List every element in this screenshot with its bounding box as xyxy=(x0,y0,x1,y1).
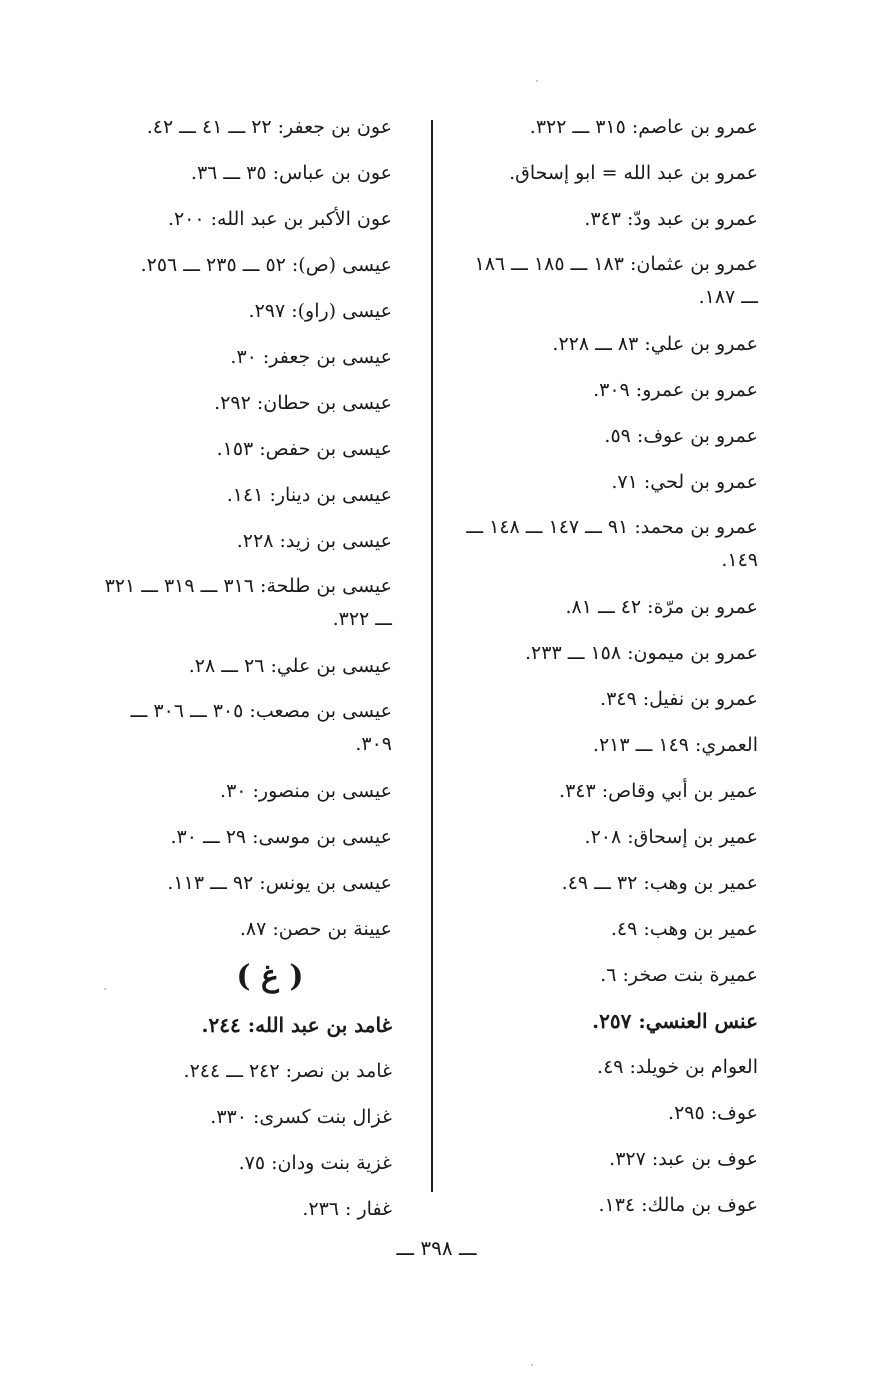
page-number: ـــ ٣٩٨ ـــ xyxy=(396,1236,477,1260)
index-entry: عمير بن وهب: ٤٩. xyxy=(610,918,758,940)
index-entry: غفار : ٢٣٦. xyxy=(302,1198,392,1220)
index-column-right xyxy=(452,104,758,1228)
index-entry: عيسى بن موسى: ٢٩ ـــ ٣٠. xyxy=(170,826,392,848)
index-entry: عمرو بن عاصم: ٣١٥ ـــ ٣٢٢. xyxy=(529,116,758,138)
index-entry: عمرو بن عثمان: ١٨٣ ـــ ١٨٥ ـــ ١٨٦ ـــ ١٨٧. xyxy=(474,253,758,308)
scan-speck xyxy=(531,1364,533,1366)
index-entry: عمرو بن عبد الله = ابو إسحاق. xyxy=(509,162,758,184)
index-entry: عون بن عباس: ٣٥ ـــ ٣٦. xyxy=(190,162,392,184)
index-entry: عوف بن مالك: ١٣٤. xyxy=(598,1194,758,1216)
index-entry: عيسى بن جعفر: ٣٠. xyxy=(230,346,392,368)
index-entry: عمرو بن ميمون: ١٥٨ ـــ ٢٣٣. xyxy=(525,642,758,664)
index-entry: العوام بن خويلد: ٤٩. xyxy=(597,1056,758,1078)
index-entry: العمري: ١٤٩ ـــ ٢١٣. xyxy=(592,734,758,756)
index-entry: عيسى بن منصور: ٣٠. xyxy=(220,780,392,802)
index-entry: عوف بن عبد: ٣٢٧. xyxy=(609,1148,758,1170)
index-entry: غامد بن نصر: ٢٤٢ ـــ ٢٤٤. xyxy=(183,1060,392,1082)
index-entry: عيسى (راو): ٢٩٧. xyxy=(248,300,392,322)
index-entry: عيسى بن حطان: ٢٩٢. xyxy=(214,392,392,414)
index-entry: عيسى بن طلحة: ٣١٦ ـــ ٣١٩ ـــ ٣٢١ ـــ ٣٢٢. xyxy=(104,575,392,630)
index-entry: عمرو بن عبد ودّ: ٣٤٣. xyxy=(584,208,758,230)
index-entry: عمير بن وهب: ٣٢ ـــ ٤٩. xyxy=(561,872,758,894)
index-entry: عيسى بن يونس: ٩٢ ـــ ١١٣. xyxy=(167,872,392,894)
index-column-left xyxy=(88,104,392,1232)
index-entry: غزال بنت كسرى: ٣٣٠. xyxy=(210,1106,392,1128)
index-entry: عيسى بن مصعب: ٣٠٥ ـــ ٣٠٦ ـــ ٣٠٩. xyxy=(130,700,392,755)
index-entry-bold: عنس العنسي: ٢٥٧. xyxy=(592,1009,758,1033)
index-entry: عيسى بن حفص: ١٥٣. xyxy=(216,438,392,460)
index-entry: عوف: ٢٩٥. xyxy=(668,1102,758,1124)
index-entry: عون بن جعفر: ٢٢ ـــ ٤١ ـــ ٤٢. xyxy=(146,116,392,138)
index-entry: عمرو بن محمد: ٩١ ـــ ١٤٧ ـــ ١٤٨ ـــ ١٤٩. xyxy=(466,516,758,571)
index-entry: عمرو بن نفيل: ٣٤٩. xyxy=(600,688,758,710)
index-entry: عميرة بنت صخر: ٦. xyxy=(600,964,758,986)
index-entry: عمير بن أبي وقاص: ٣٤٣. xyxy=(559,780,758,802)
index-entry: عيسى بن علي: ٢٦ ـــ ٢٨. xyxy=(188,655,392,677)
column-divider xyxy=(431,120,433,1192)
index-entry: عمرو بن عمرو: ٣٠٩. xyxy=(593,379,758,401)
index-entry: عمرو بن علي: ٨٣ ـــ ٢٢٨. xyxy=(552,333,758,355)
index-entry: عون الأكبر بن عبد الله: ٢٠٠. xyxy=(167,208,392,230)
index-entry: عيسى بن زيد: ٢٢٨. xyxy=(236,530,392,552)
index-entry: عيسى (ص): ٥٢ ـــ ٢٣٥ ـــ ٢٥٦. xyxy=(140,254,392,276)
index-entry: عمرو بن عوف: ٥٩. xyxy=(604,425,758,447)
index-entry: عمير بن إسحاق: ٢٠٨. xyxy=(584,826,758,848)
index-entry: عيينة بن حصن: ٨٧. xyxy=(239,918,392,940)
scan-speck xyxy=(536,80,538,82)
index-entry-bold: غامد بن عبد الله: ٢٤٤. xyxy=(201,1013,392,1037)
index-entry: عيسى بن دينار: ١٤١. xyxy=(226,484,392,506)
index-entry: عمرو بن مرّة: ٤٢ ـــ ٨١. xyxy=(565,596,758,618)
index-entry: عمرو بن لحي: ٧١. xyxy=(611,471,758,493)
section-letter-heading: ( غ ) xyxy=(236,959,304,994)
index-entry: غزية بنت ودان: ٧٥. xyxy=(238,1152,392,1174)
